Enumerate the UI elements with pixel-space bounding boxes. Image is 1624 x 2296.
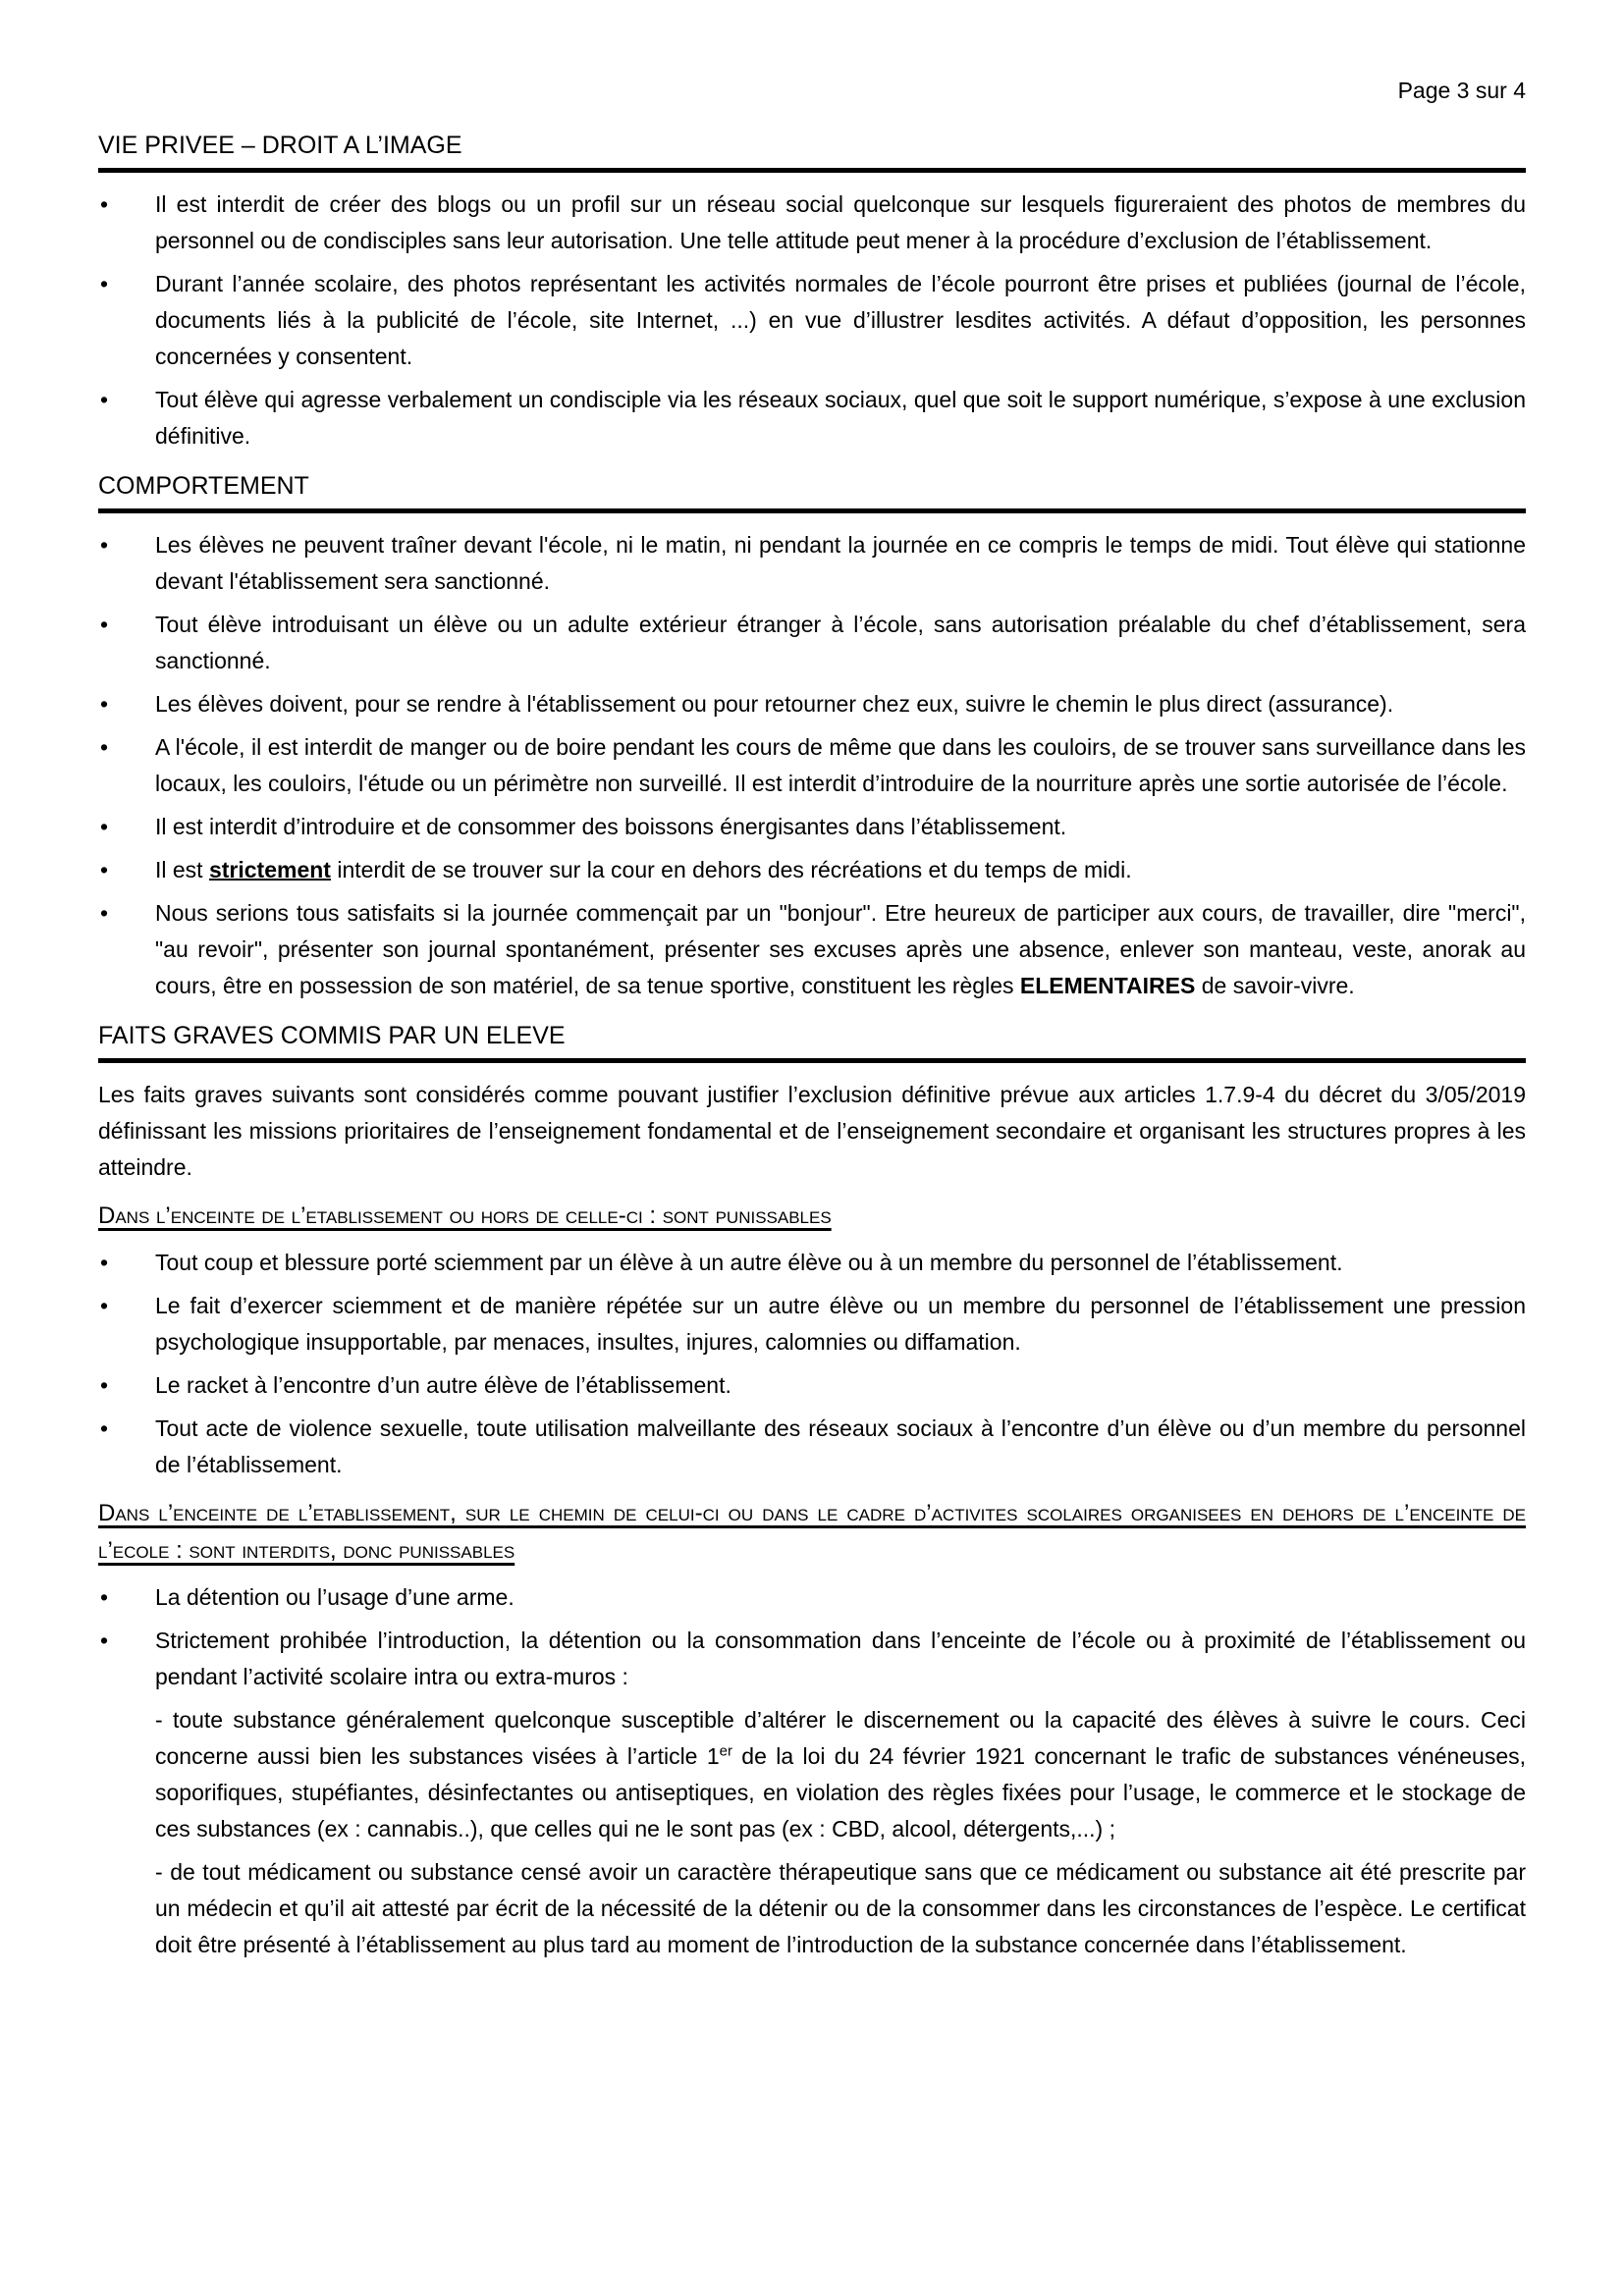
bullet-icon: • [100, 691, 109, 717]
list-item [98, 729, 1526, 802]
bullet-icon: • [100, 900, 109, 926]
emphasis-text: ELEMENTAIRES [1019, 973, 1196, 998]
list-item-text: Les élèves doivent, pour se rendre à l'établissement ou pour retourner chez eux, suivre le chemin le plus direct (assurance). [155, 691, 1394, 717]
bullet-list [98, 1579, 1526, 1963]
list-item-text: Les élèves ne peuvent traîner devant l'école, ni le matin, ni pendant la journée en ce compris le temps de midi. Tout élève qui stationne devant l'établissement sera sanctionné. [155, 532, 1526, 594]
bullet-icon: • [100, 612, 109, 637]
list-item-text: Le racket à l’encontre d’un autre élève de l’établissement. [155, 1372, 731, 1398]
list-item [98, 527, 1526, 600]
list-item-text: Strictement prohibée l’introduction, la détention ou la consommation dans l’enceinte de l’école ou à proximité de l’établissement ou pendant l’activité scolaire intra ou extra-muros : [155, 1628, 1526, 1689]
emphasis-text: strictement [208, 857, 331, 882]
list-item [98, 1367, 1526, 1404]
list-item-text: Le fait d’exercer sciemment et de manière répétée sur un autre élève ou un membre du personnel de l’établissement une pression psychologique insupportable, par menaces, insultes, injures, calomnies ou diffamation. [155, 1293, 1526, 1355]
section-heading: VIE PRIVEE – DROIT A L’IMAGE [98, 130, 1526, 173]
bullet-icon: • [100, 271, 109, 296]
bullet-list [98, 1245, 1526, 1483]
bullet-icon: • [100, 857, 109, 882]
list-item-text: A l'école, il est interdit de manger ou de boire pendant les cours de même que dans les couloirs, de se trouver sans surveillance dans les locaux, les couloirs, l'étude ou un périmètre non surveillé. Il est interdit d’introduire de la nourriture après une sortie autorisée de l’école. [155, 734, 1526, 796]
section-heading: COMPORTEMENT [98, 470, 1526, 513]
list-item [98, 809, 1526, 845]
list-item-text: Tout élève introduisant un élève ou un adulte extérieur étranger à l’école, sans autorisation préalable du chef d’établissement, sera sanctionné. [155, 612, 1526, 673]
list-item-continuation: - toute substance généralement quelconque susceptible d’altérer le discernement ou la capacité des élèves à suivre le cours. Ceci concerne aussi bien les substances visées à l’article 1er de la loi du 24 février 1921 concernant le trafic de substances vénéneuses, soporifiques, stupéfiantes, désinfectantes ou antiseptiques, en violation des règles fixées pour l’usage, le commerce et le stockage de ces substances (ex : cannabis..), que celles qui ne le sont pas (ex : CBD, alcool, détergents,...) ; [155, 1707, 1526, 1842]
bullet-icon: • [100, 191, 109, 217]
list-item [98, 187, 1526, 259]
list-item-text: Durant l’année scolaire, des photos représentant les activités normales de l’école pourront être prises et publiées (journal de l’école, documents liés à la publicité de l’école, site Internet, ...) en vue d’illustrer lesdites activités. A défaut d’opposition, les personnes concernées y consentent. [155, 271, 1526, 369]
list-item-text: Il est interdit de créer des blogs ou un profil sur un réseau social quelconque sur lesquels figureraient des photos de membres du personnel ou de condisciples sans leur autorisation. Une telle attitude peut mener à la procédure d’exclusion de l’établissement. [155, 191, 1526, 253]
list-item-text: Il est strictement interdit de se trouver sur la cour en dehors des récréations et du temps de midi. [155, 857, 1132, 882]
list-item [98, 266, 1526, 375]
bullet-icon: • [100, 532, 109, 558]
list-item [98, 1411, 1526, 1483]
list-item [98, 1245, 1526, 1281]
subsection-heading: Dans l’enceinte de l’etablissement ou hors de celle-ci : sont punissables [98, 1202, 832, 1229]
list-item [98, 895, 1526, 1004]
list-item-text: La détention ou l’usage d’une arme. [155, 1584, 514, 1610]
bullet-icon: • [100, 1293, 109, 1318]
bullet-icon: • [100, 1250, 109, 1275]
list-item-text: Nous serions tous satisfaits si la journée commençait par un "bonjour". Etre heureux de participer aux cours, de travailler, dire "merci", "au revoir", présenter son journal spontanément, présenter ses excuses après une absence, enlever son manteau, veste, anorak au cours, être en possession de son matériel, de sa tenue sportive, constituent les règles ELEMENTAIRES de savoir-vivre. [155, 900, 1526, 998]
document-content [98, 130, 1526, 1963]
list-item [98, 1288, 1526, 1361]
bullet-list [98, 187, 1526, 454]
bullet-icon: • [100, 1584, 109, 1610]
bullet-icon: • [100, 387, 109, 412]
page-number: Page 3 sur 4 [1397, 78, 1526, 103]
paragraph: Les faits graves suivants sont considérés comme pouvant justifier l’exclusion définitive prévue aux articles 1.7.9-4 du décret du 3/05/2019 définissant les missions prioritaires de l’enseignement fondamental et de l’enseignement secondaire et organisant les structures propres à les atteindre. [98, 1082, 1526, 1180]
list-item-text: Tout élève qui agresse verbalement un condisciple via les réseaux sociaux, quel que soit le support numérique, s’expose à une exclusion définitive. [155, 387, 1526, 449]
list-item [98, 1579, 1526, 1616]
bullet-icon: • [100, 1415, 109, 1441]
bullet-list [98, 527, 1526, 1004]
list-item [98, 382, 1526, 454]
list-item-text: Tout acte de violence sexuelle, toute utilisation malveillante des réseaux sociaux à l’encontre d’un élève ou d’un membre du personnel de l’établissement. [155, 1415, 1526, 1477]
section-heading: FAITS GRAVES COMMIS PAR UN ELEVE [98, 1020, 1526, 1063]
subsection-heading: Dans l’enceinte de l’etablissement, sur le chemin de celui-ci ou dans le cadre d’activites scolaires organisees en dehors de l’enceinte de l’ecole : sont interdits, donc punissables [98, 1500, 1526, 1564]
list-item [98, 686, 1526, 722]
bullet-icon: • [100, 814, 109, 839]
list-item-text: Tout coup et blessure porté sciemment par un élève à un autre élève ou à un membre du personnel de l’établissement. [155, 1250, 1343, 1275]
list-item [98, 1623, 1526, 1963]
superscript-text: er [719, 1742, 732, 1760]
bullet-icon: • [100, 1372, 109, 1398]
list-item-continuation: - de tout médicament ou substance censé avoir un caractère thérapeutique sans que ce médicament ou substance ait été prescrite par un médecin et qu’il ait attesté par écrit de la nécessité de la détenir ou de la consommer dans les circonstances de l’espèce. Le certificat doit être présenté à l’établissement au plus tard au moment de l’introduction de la substance concernée dans l’établissement. [155, 1859, 1526, 1957]
bullet-icon: • [100, 1628, 109, 1653]
list-item [98, 607, 1526, 679]
list-item [98, 852, 1526, 888]
list-item-text: Il est interdit d’introduire et de consommer des boissons énergisantes dans l’établissement. [155, 814, 1067, 839]
bullet-icon: • [100, 734, 109, 760]
